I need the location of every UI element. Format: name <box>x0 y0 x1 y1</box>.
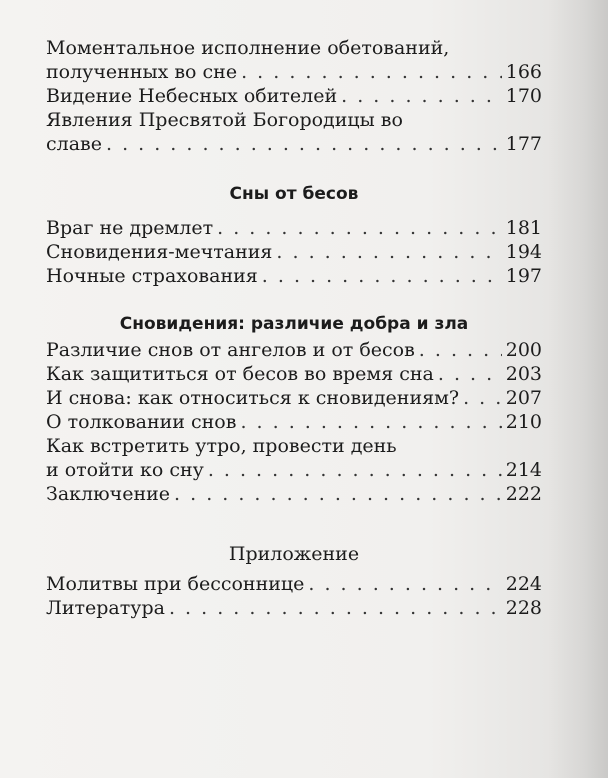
entry-page-number: 194 <box>505 241 542 263</box>
leader-dots <box>276 240 501 264</box>
toc-section <box>46 542 546 620</box>
entry-title: Различие снов от ангелов и от бесов <box>46 339 415 361</box>
entry-page-number: 197 <box>505 265 542 287</box>
leader-dots <box>174 482 502 506</box>
toc-entry <box>46 482 546 506</box>
entry-title: Враг не дремлет <box>46 217 214 239</box>
leader-dots <box>240 410 501 434</box>
leader-dots <box>308 572 501 596</box>
entry-title-line: Явления Пресвятой Богородицы во <box>46 109 403 131</box>
leader-dots <box>463 386 502 410</box>
entry-page-number: 200 <box>505 339 542 361</box>
leader-dots <box>262 264 502 288</box>
toc-entry <box>46 338 546 362</box>
toc-entry <box>46 572 546 596</box>
entry-title: О толковании снов <box>46 411 237 433</box>
entry-title: Как защититься от бесов во время сна <box>46 363 434 385</box>
section-heading: Приложение <box>228 543 360 565</box>
page-shadow <box>548 0 608 778</box>
toc-entry <box>46 264 546 288</box>
entry-title: Видение Небесных обителей <box>46 85 338 107</box>
entry-page-number: 177 <box>505 133 542 155</box>
entry-page-number: 222 <box>505 483 542 505</box>
toc-entry <box>46 362 546 386</box>
toc-section <box>46 36 546 156</box>
entry-title: Заключение <box>46 483 171 505</box>
toc-entry <box>46 108 546 156</box>
leader-dots <box>208 458 502 482</box>
entry-title: полученных во сне <box>46 61 238 83</box>
entry-title-line: Как встретить утро, провести день <box>46 435 397 457</box>
toc-section <box>46 182 546 288</box>
entry-page-number: 228 <box>505 597 542 619</box>
toc-entry <box>46 36 546 84</box>
toc-entry <box>46 410 546 434</box>
entry-title: Молитвы при бессоннице <box>46 573 305 595</box>
entry-title: Ночные страхования <box>46 265 258 287</box>
entry-page-number: 224 <box>505 573 542 595</box>
table-of-contents <box>46 36 546 620</box>
leader-dots <box>341 84 502 108</box>
leader-dots <box>241 60 502 84</box>
toc-entry <box>46 216 546 240</box>
toc-entry <box>46 596 546 620</box>
toc-entry <box>46 240 546 264</box>
entry-title: и отойти ко сну <box>46 459 204 481</box>
entry-title: славе <box>46 133 102 155</box>
leader-dots <box>106 132 502 156</box>
entry-page-number: 203 <box>505 363 542 385</box>
leader-dots <box>419 338 502 362</box>
section-heading: Сновидения: различие добра и зла <box>119 314 469 334</box>
leader-dots <box>217 216 502 240</box>
entry-page-number: 166 <box>505 61 542 83</box>
section-heading: Сны от бесов <box>229 184 359 204</box>
leader-dots <box>169 596 502 620</box>
toc-entry <box>46 434 546 482</box>
leader-dots <box>438 362 502 386</box>
entry-page-number: 170 <box>505 85 542 107</box>
entry-title-line: Моментальное исполнение обетований, <box>46 37 450 59</box>
toc-section <box>46 312 546 506</box>
toc-entry <box>46 84 546 108</box>
entry-page-number: 181 <box>505 217 542 239</box>
entry-page-number: 207 <box>505 387 542 409</box>
entry-page-number: 210 <box>505 411 542 433</box>
entry-title: И снова: как относиться к сновидениям? <box>46 387 460 409</box>
entry-page-number: 214 <box>505 459 542 481</box>
toc-entry <box>46 386 546 410</box>
entry-title: Литература <box>46 597 165 619</box>
entry-title: Сновидения-мечтания <box>46 241 273 263</box>
